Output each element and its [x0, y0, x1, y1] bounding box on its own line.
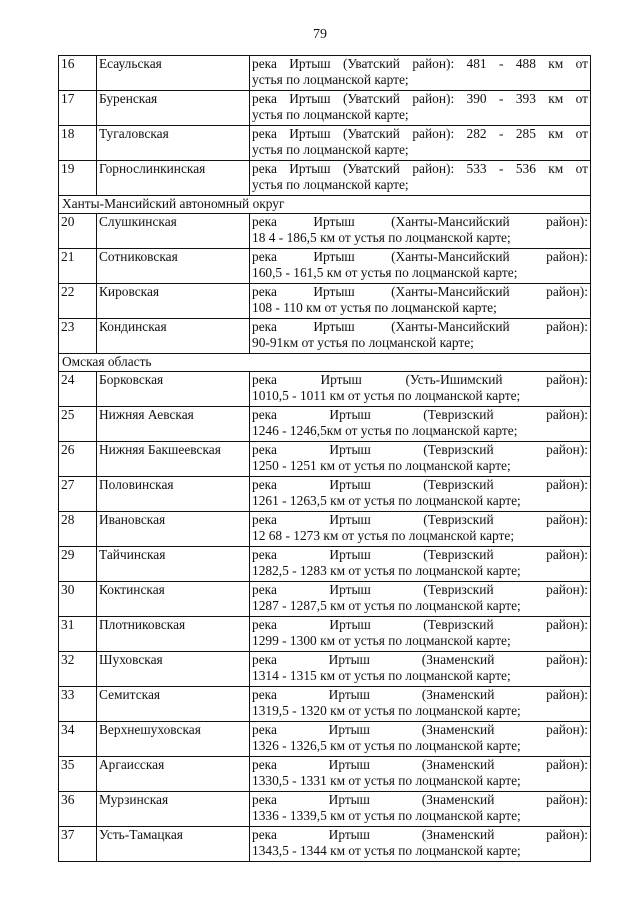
site-location: [250, 161, 591, 196]
row-number: 16: [59, 56, 97, 91]
table-row: [59, 687, 591, 722]
row-number: 23: [59, 319, 97, 354]
site-name: Половинская: [97, 477, 250, 512]
site-name: Тугаловская: [97, 126, 250, 161]
site-location: [250, 56, 591, 91]
location-line-2: 1319,5 - 1320 км от устья по лоцманской карте;: [252, 703, 521, 718]
location-line-1: река Иртыш (Уватский район): 481 - 488 км от: [252, 56, 588, 71]
table-row: [59, 547, 591, 582]
location-line-1: река Иртыш (Уватский район): 390 - 393 км от: [252, 91, 588, 106]
location-line-1: река Иртыш (Знаменский район):: [252, 792, 588, 807]
location-line-2: 1282,5 - 1283 км от устья по лоцманской карте;: [252, 563, 521, 578]
site-name: Семитская: [97, 687, 250, 722]
table-row: [59, 126, 591, 161]
site-name: Усть-Тамацкая: [97, 827, 250, 862]
site-location: [250, 617, 591, 652]
site-name: Есаульская: [97, 56, 250, 91]
row-number: 30: [59, 582, 97, 617]
location-line-2: 1314 - 1315 км от устья по лоцманской карте;: [252, 668, 511, 683]
location-line-1: река Иртыш (Знаменский район):: [252, 652, 588, 667]
site-name: Тайчинская: [97, 547, 250, 582]
row-number: 24: [59, 372, 97, 407]
table-row: [59, 284, 591, 319]
location-line-2: устья по лоцманской карте;: [252, 177, 409, 192]
table-row: [59, 442, 591, 477]
location-line-2: 1010,5 - 1011 км от устья по лоцманской карте;: [252, 388, 521, 403]
table-row: [59, 214, 591, 249]
sites-table: [58, 55, 591, 862]
row-number: 19: [59, 161, 97, 196]
site-location: [250, 582, 591, 617]
location-line-2: 18 4 - 186,5 км от устья по лоцманской карте;: [252, 230, 511, 245]
row-number: 29: [59, 547, 97, 582]
site-location: [250, 827, 591, 862]
row-number: 34: [59, 722, 97, 757]
row-number: 25: [59, 407, 97, 442]
table-row: [59, 91, 591, 126]
location-line-1: река Иртыш (Ханты-Мансийский район):: [252, 214, 588, 229]
site-location: [250, 652, 591, 687]
location-line-1: река Иртыш (Усть-Ишимский район):: [252, 372, 588, 387]
site-name: Аргаисская: [97, 757, 250, 792]
location-line-1: река Иртыш (Тевризский район):: [252, 547, 588, 562]
location-line-1: река Иртыш (Знаменский район):: [252, 687, 588, 702]
location-line-1: река Иртыш (Тевризский район):: [252, 512, 588, 527]
site-location: [250, 284, 591, 319]
table-row: [59, 652, 591, 687]
site-location: [250, 91, 591, 126]
sites-table-body: [59, 56, 591, 862]
site-name: Коктинская: [97, 582, 250, 617]
site-name: Сотниковская: [97, 249, 250, 284]
table-row: [59, 319, 591, 354]
table-row: [59, 827, 591, 862]
location-line-2: 1299 - 1300 км от устья по лоцманской карте;: [252, 633, 511, 648]
site-location: [250, 249, 591, 284]
location-line-1: река Иртыш (Ханты-Мансийский район):: [252, 319, 588, 334]
site-name: Слушкинская: [97, 214, 250, 249]
site-name: Плотниковская: [97, 617, 250, 652]
row-number: 17: [59, 91, 97, 126]
site-name: Кировская: [97, 284, 250, 319]
table-row: [59, 249, 591, 284]
location-line-2: 1261 - 1263,5 км от устья по лоцманской карте;: [252, 493, 521, 508]
table-row: [59, 582, 591, 617]
site-location: [250, 512, 591, 547]
site-name: Нижняя Аевская: [97, 407, 250, 442]
table-row: [59, 512, 591, 547]
location-line-1: река Иртыш (Тевризский район):: [252, 477, 588, 492]
site-name: Горнослинкинская: [97, 161, 250, 196]
row-number: 33: [59, 687, 97, 722]
section-row: [59, 196, 591, 214]
section-row: [59, 354, 591, 372]
location-line-1: река Иртыш (Уватский район): 282 - 285 км от: [252, 126, 588, 141]
location-line-2: 1326 - 1326,5 км от устья по лоцманской карте;: [252, 738, 521, 753]
site-location: [250, 407, 591, 442]
location-line-2: устья по лоцманской карте;: [252, 107, 409, 122]
row-number: 32: [59, 652, 97, 687]
site-location: [250, 477, 591, 512]
location-line-1: река Иртыш (Ханты-Мансийский район):: [252, 249, 588, 264]
site-name: Шуховская: [97, 652, 250, 687]
site-name: Борковская: [97, 372, 250, 407]
row-number: 18: [59, 126, 97, 161]
location-line-2: 1287 - 1287,5 км от устья по лоцманской карте;: [252, 598, 521, 613]
table-row: [59, 792, 591, 827]
location-line-2: устья по лоцманской карте;: [252, 142, 409, 157]
location-line-2: 1250 - 1251 км от устья по лоцманской карте;: [252, 458, 511, 473]
table-row: [59, 407, 591, 442]
location-line-1: река Иртыш (Тевризский район):: [252, 582, 588, 597]
location-line-2: 12 68 - 1273 км от устья по лоцманской карте;: [252, 528, 515, 543]
row-number: 37: [59, 827, 97, 862]
section-title: Ханты-Мансийский автономный округ: [59, 196, 591, 214]
row-number: 22: [59, 284, 97, 319]
location-line-1: река Иртыш (Знаменский район):: [252, 827, 588, 842]
section-title: Омская область: [59, 354, 591, 372]
table-row: [59, 372, 591, 407]
row-number: 31: [59, 617, 97, 652]
table-row: [59, 477, 591, 512]
site-location: [250, 792, 591, 827]
location-line-1: река Иртыш (Тевризский район):: [252, 617, 588, 632]
site-location: [250, 372, 591, 407]
site-name: Верхнешуховская: [97, 722, 250, 757]
table-row: [59, 722, 591, 757]
table-row: [59, 56, 591, 91]
location-line-2: 90-91км от устья по лоцманской карте;: [252, 335, 474, 350]
location-line-2: 108 - 110 км от устья по лоцманской карте;: [252, 300, 497, 315]
row-number: 26: [59, 442, 97, 477]
row-number: 36: [59, 792, 97, 827]
table-row: [59, 161, 591, 196]
location-line-2: 160,5 - 161,5 км от устья по лоцманской карте;: [252, 265, 518, 280]
location-line-1: река Иртыш (Тевризский район):: [252, 407, 588, 422]
site-location: [250, 757, 591, 792]
row-number: 28: [59, 512, 97, 547]
site-name: Мурзинская: [97, 792, 250, 827]
site-location: [250, 722, 591, 757]
row-number: 20: [59, 214, 97, 249]
table-row: [59, 757, 591, 792]
location-line-2: устья по лоцманской карте;: [252, 72, 409, 87]
row-number: 21: [59, 249, 97, 284]
location-line-1: река Иртыш (Уватский район): 533 - 536 км от: [252, 161, 588, 176]
site-name: Ивановская: [97, 512, 250, 547]
site-location: [250, 442, 591, 477]
page-number: 79: [313, 27, 327, 42]
site-name: Нижняя Бакшеевская: [97, 442, 250, 477]
location-line-1: река Иртыш (Ханты-Мансийский район):: [252, 284, 588, 299]
site-location: [250, 319, 591, 354]
site-location: [250, 126, 591, 161]
location-line-1: река Иртыш (Знаменский район):: [252, 757, 588, 772]
row-number: 35: [59, 757, 97, 792]
site-name: Кондинская: [97, 319, 250, 354]
site-location: [250, 687, 591, 722]
location-line-1: река Иртыш (Тевризский район):: [252, 442, 588, 457]
location-line-2: 1330,5 - 1331 км от устья по лоцманской карте;: [252, 773, 521, 788]
site-location: [250, 214, 591, 249]
site-name: Буренская: [97, 91, 250, 126]
location-line-1: река Иртыш (Знаменский район):: [252, 722, 588, 737]
row-number: 27: [59, 477, 97, 512]
site-location: [250, 547, 591, 582]
table-row: [59, 617, 591, 652]
location-line-2: 1246 - 1246,5км от устья по лоцманской карте;: [252, 423, 518, 438]
location-line-2: 1336 - 1339,5 км от устья по лоцманской карте;: [252, 808, 521, 823]
location-line-2: 1343,5 - 1344 км от устья по лоцманской карте;: [252, 843, 521, 858]
